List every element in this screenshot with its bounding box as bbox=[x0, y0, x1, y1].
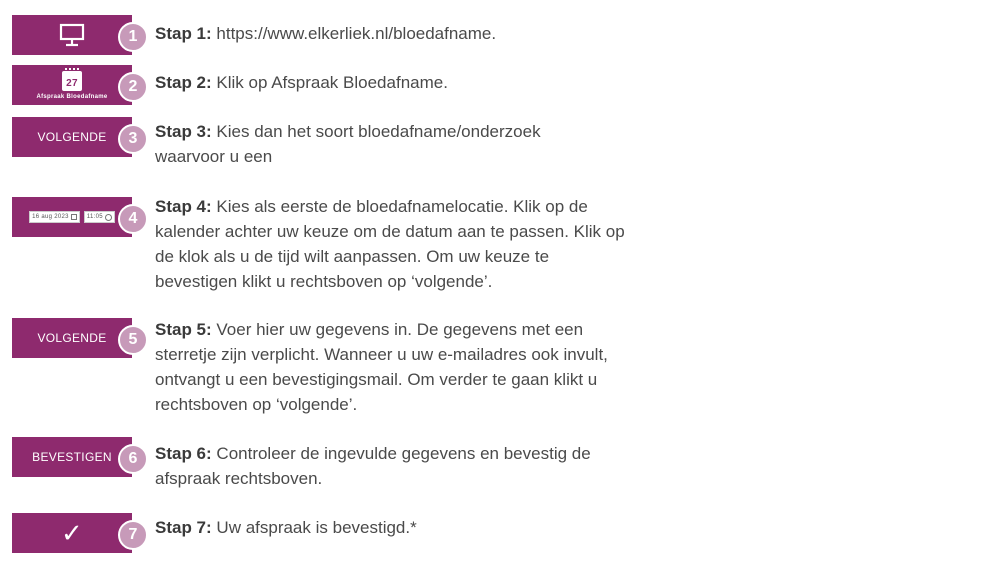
step-number-badge: 4 bbox=[118, 204, 148, 234]
step-description: Voer hier uw gegevens in. De gegevens met een sterretje zijn verplicht. Wanneer u uw e-mailadres ook invult, ontvangt u een bevestigingsmail. Om verder te gaan klikt u rechtsboven op ‘volgende’. bbox=[155, 320, 608, 414]
afspraak-bloedafname-label: Afspraak Bloedafname bbox=[36, 93, 108, 100]
step-label: Stap 3: bbox=[155, 122, 212, 141]
afspraak-bloedafname-button[interactable] bbox=[12, 65, 132, 105]
volgende-button-label: VOLGENDE bbox=[37, 331, 107, 345]
volgende-button-label: VOLGENDE bbox=[37, 130, 107, 144]
step-label: Stap 4: bbox=[155, 197, 212, 216]
step-description: Controleer de ingevulde gegevens en bevestig de afspraak rechtsboven. bbox=[155, 444, 591, 488]
confirmed-button[interactable] bbox=[12, 513, 132, 553]
volgende-button[interactable] bbox=[12, 318, 132, 358]
step-label: Stap 2: bbox=[155, 73, 212, 92]
clock-icon bbox=[105, 214, 112, 221]
step-number-badge: 2 bbox=[118, 72, 148, 102]
step-number-badge: 6 bbox=[118, 444, 148, 474]
check-icon: ✓ bbox=[60, 518, 84, 548]
step-number-badge: 3 bbox=[118, 124, 148, 154]
step-text bbox=[155, 21, 635, 46]
step-description: Uw afspraak is bevestigd.* bbox=[211, 518, 417, 537]
step-label: Stap 6: bbox=[155, 444, 212, 463]
step-text bbox=[155, 515, 635, 540]
step-text bbox=[155, 194, 635, 294]
step-description: Kies als eerste de bloedafnamelocatie. Klik op de kalender achter uw keuze om de datum aan te passen. Klik op de klok als u de tijd wilt aanpassen. Om uw keuze te bevestigen klikt u rechtsboven op ‘volgende’. bbox=[155, 197, 625, 291]
calendar-icon: 27 bbox=[62, 71, 82, 91]
step-number-badge: 1 bbox=[118, 22, 148, 52]
step-description: Klik op Afspraak Bloedafname. bbox=[211, 73, 448, 92]
bevestigen-button[interactable] bbox=[12, 437, 132, 477]
bevestigen-button-label: BEVESTIGEN bbox=[32, 450, 112, 464]
monitor-icon bbox=[59, 23, 85, 47]
step-number-badge: 5 bbox=[118, 325, 148, 355]
step-text bbox=[155, 441, 625, 491]
step-description: Kies dan het soort bloedafname/onderzoek waarvoor u een bbox=[155, 122, 541, 166]
step-label: Stap 1: bbox=[155, 24, 212, 43]
volgende-button[interactable] bbox=[12, 117, 132, 157]
step-text bbox=[155, 70, 635, 95]
calendar-icon bbox=[71, 214, 77, 220]
time-value: 11:05 bbox=[86, 214, 103, 220]
step-label: Stap 7: bbox=[155, 518, 212, 537]
date-field[interactable] bbox=[29, 211, 80, 223]
step-number-badge: 7 bbox=[118, 520, 148, 550]
step-label: Stap 5: bbox=[155, 320, 212, 339]
monitor-button[interactable] bbox=[12, 15, 132, 55]
step-text bbox=[155, 317, 635, 417]
date-value: 16 aug 2023 bbox=[32, 214, 69, 220]
step-text bbox=[155, 119, 605, 169]
time-field[interactable] bbox=[84, 211, 115, 223]
step-description: https://www.elkerliek.nl/bloedafname. bbox=[211, 24, 497, 43]
date-time-button[interactable] bbox=[12, 197, 132, 237]
